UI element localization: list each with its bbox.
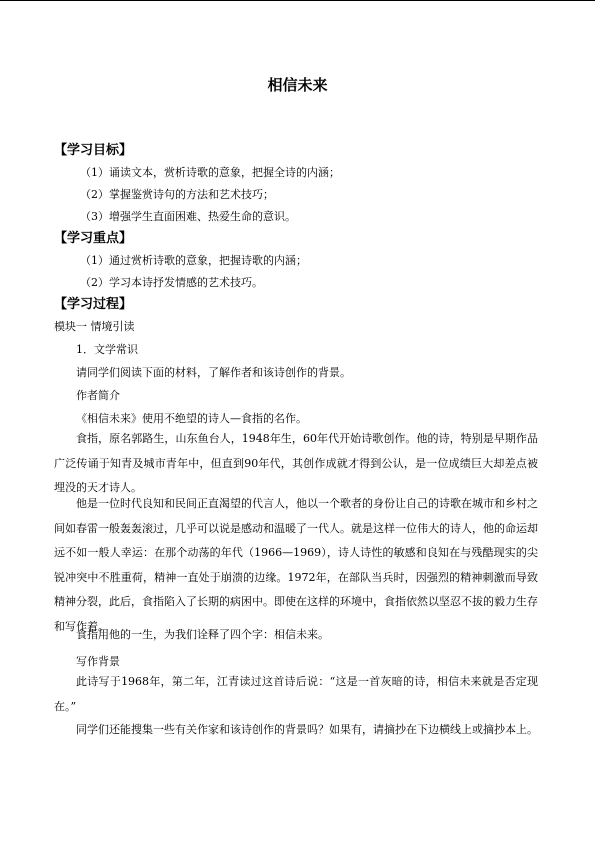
module-title: 模块一 情境引读: [54, 320, 135, 333]
sub-heading: 1．文学常识: [76, 343, 138, 356]
intro-line: 请同学们阅读下面的材料，了解作者和该诗创作的背景。: [76, 366, 351, 379]
focus-item: （1）通过赏析诗歌的意象，把握诗歌的内涵；: [80, 254, 307, 267]
author-line: 《相信未来》使用不绝望的诗人—食指的名作。: [76, 412, 307, 425]
paragraph-author-life: 他是一位时代良知和民间正直渴望的代言人，他以一个歌者的身份让自己的诗歌在城市和乡村之间如春雷一般轰轰滚过，几乎可以说是感动和温暖了一代人。就是这样一位伟大的诗人，他的命运却远不如一般人幸运：在那个动荡的年代（1966—1969），诗人诗性的敏感和良知在与残酷现实的尖锐冲突中不胜重荷，精神一直处于崩溃的边缘。1972年，在部队当兵时，因强烈的精神刺激而导致精神分裂，此后，食指陷入了长期的病困中。即使在这样的环境中，食指依然以坚忍不拔的毅力生存和写作着。: [54, 497, 538, 633]
goal-item: （1）诵读文本，赏析诗歌的意象，把握全诗的内涵；: [80, 166, 340, 179]
paragraph-author-bio: 食指，原名郭路生，山东鱼台人，1948年生，60年代开始诗歌创作。他的诗，特别是早期作品广泛传诵于知青及城市青年中，但直到90年代，其创作成就才得到公认，是一位成绩巨大却差点被埋没的天才诗人。: [54, 432, 538, 495]
goal-item: （2）掌握鉴赏诗句的方法和艺术技巧；: [80, 188, 274, 201]
goals-heading: 【学习目标】: [54, 143, 133, 158]
page-title: 相信未来: [267, 76, 328, 94]
goal-item: （3）增强学生直面困难、热爱生命的意识。: [80, 210, 296, 223]
author-label: 作者简介: [76, 389, 120, 402]
process-heading: 【学习过程】: [54, 297, 133, 312]
paragraph-summary: 食指用他的一生，为我们诠释了四个字：相信未来。: [76, 628, 329, 641]
background-label: 写作背景: [76, 655, 120, 668]
top-rule: [0, 0, 595, 1]
paragraph-task: 同学们还能搜集一些有关作家和该诗创作的背景吗？如果有，请摘抄在下边横线上或摘抄本上。: [76, 723, 538, 736]
focus-heading: 【学习重点】: [54, 231, 133, 246]
paragraph-background: 此诗写于1968年，第二年，江青读过这首诗后说：“这是一首灰暗的诗，相信未来就是否定现在。”: [54, 675, 538, 713]
focus-item: （2）学习本诗抒发情感的艺术技巧。: [80, 276, 263, 289]
